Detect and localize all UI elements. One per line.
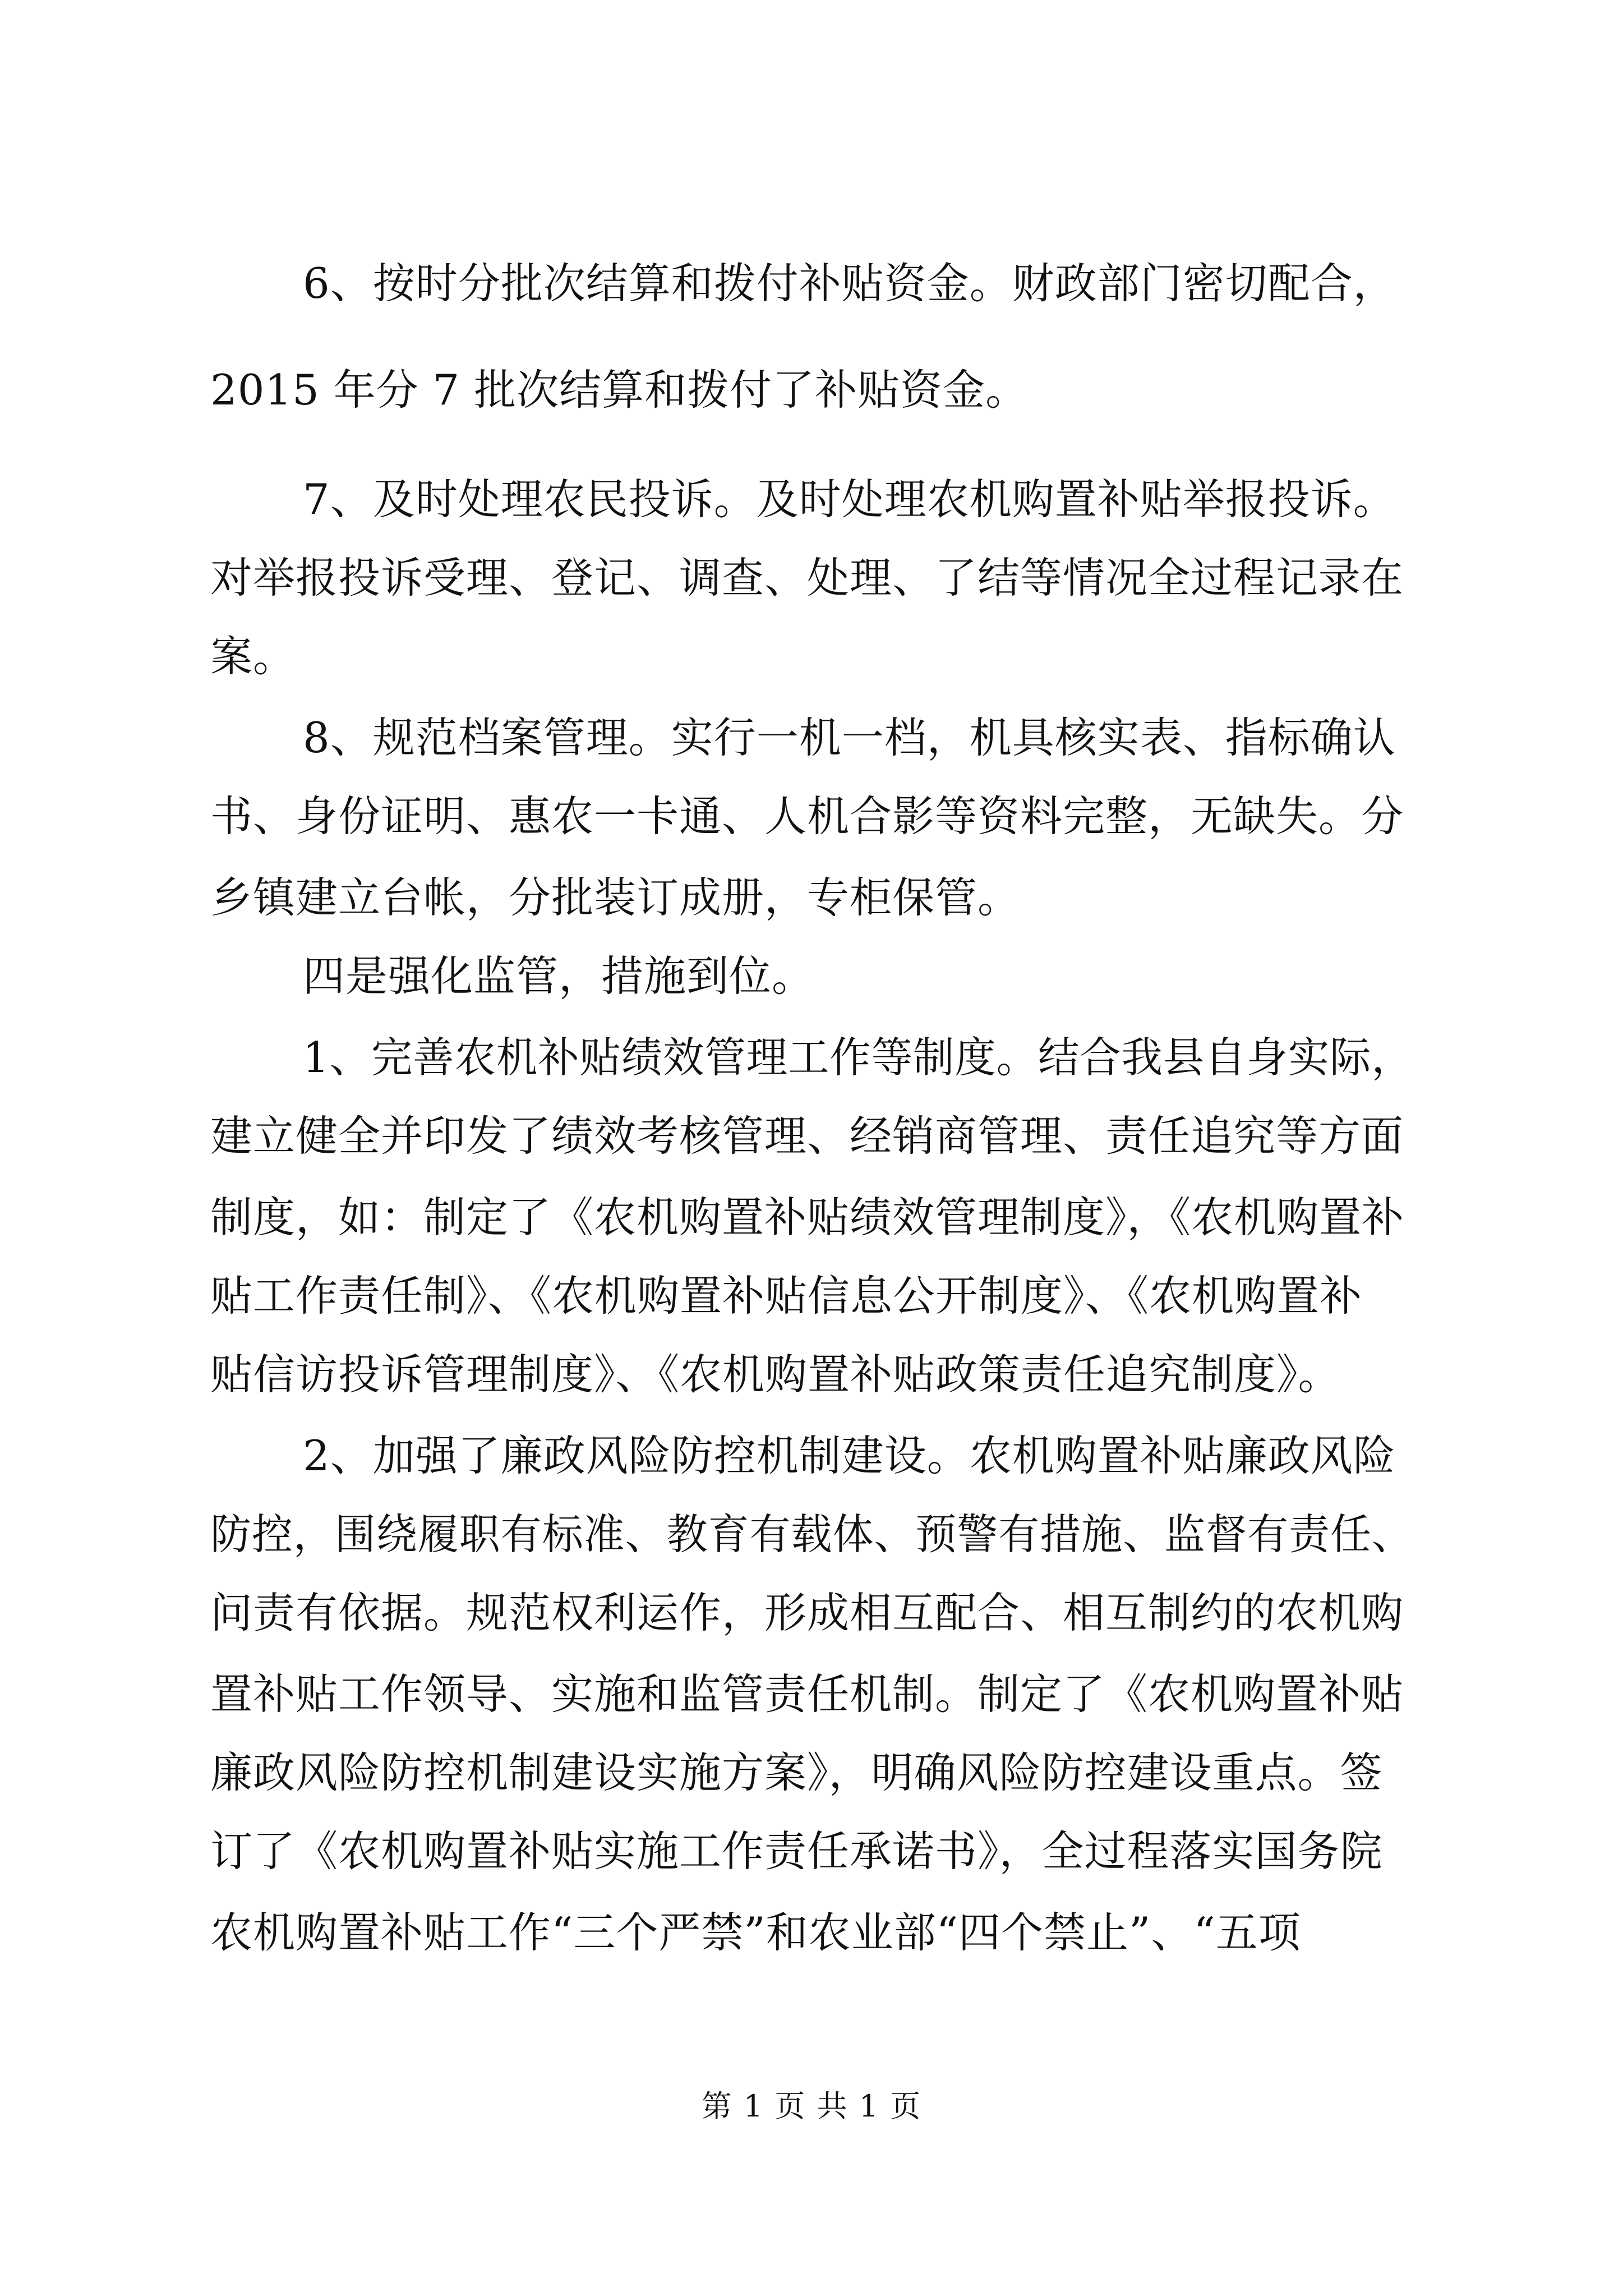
paragraph-line: 防控，围绕履职有标准、教育有载体、预警有措施、监督有责任、 [210,1510,1413,1559]
paragraph-line: 6、按时分批次结算和拨付补贴资金。财政部门密切配合， [303,259,1396,308]
page-footer: 第 1 页 共 1 页 [701,2088,922,2124]
paragraph-line: 2、加强了廉政风险防控机制建设。农机购置补贴廉政风险 [303,1431,1396,1480]
paragraph-line: 制度，如：制定了《农机购置补贴绩效管理制度》，《农机购置补 [210,1193,1405,1242]
paragraph-line: 农机购置补贴工作“三个严禁”和农业部“四个禁止”、“五项 [210,1908,1301,1957]
paragraph-line: 2015 年分 7 批次结算和拨付了补贴资金。 [210,365,1029,415]
paragraph-line: 置补贴工作领导、实施和监管责任机制。制定了《农机购置补贴 [210,1669,1404,1719]
paragraph-line: 订了《农机购置补贴实施工作责任承诺书》，全过程落实国务院 [210,1826,1383,1876]
paragraph-line: 廉政风险防控机制建设实施方案》，明确风险防控建设重点。签 [210,1748,1383,1797]
paragraph-line: 贴工作责任制》、《农机购置补贴信息公开制度》、《农机购置补 [210,1271,1363,1320]
paragraph-line: 乡镇建立台帐，分批装订成册，专柜保管。 [210,873,1021,922]
section-heading: 四是强化监管，措施到位。 [303,951,815,1001]
paragraph-line: 问责有依据。规范权利运作，形成相互配合、相互制约的农机购 [210,1588,1404,1637]
paragraph-line: 7、及时处理农民投诉。及时处理农机购置补贴举报投诉。 [303,475,1396,524]
paragraph-line: 8、规范档案管理。实行一机一档，机具核实表、指标确认 [303,713,1396,762]
paragraph-line: 建立健全并印发了绩效考核管理、经销商管理、责任追究等方面 [210,1111,1404,1161]
paragraph-line: 对举报投诉受理、登记、调查、处理、了结等情况全过程记录在 [210,553,1404,602]
paragraph-line: 书、身份证明、惠农一卡通、人机合影等资料完整，无缺失。分 [210,792,1404,841]
paragraph-line: 案。 [210,632,296,681]
paragraph-line: 贴信访投诉管理制度》、《农机购置补贴政策责任追究制度》。 [210,1350,1341,1399]
paragraph-line: 1、完善农机补贴绩效管理工作等制度。结合我县自身实际， [303,1033,1413,1082]
